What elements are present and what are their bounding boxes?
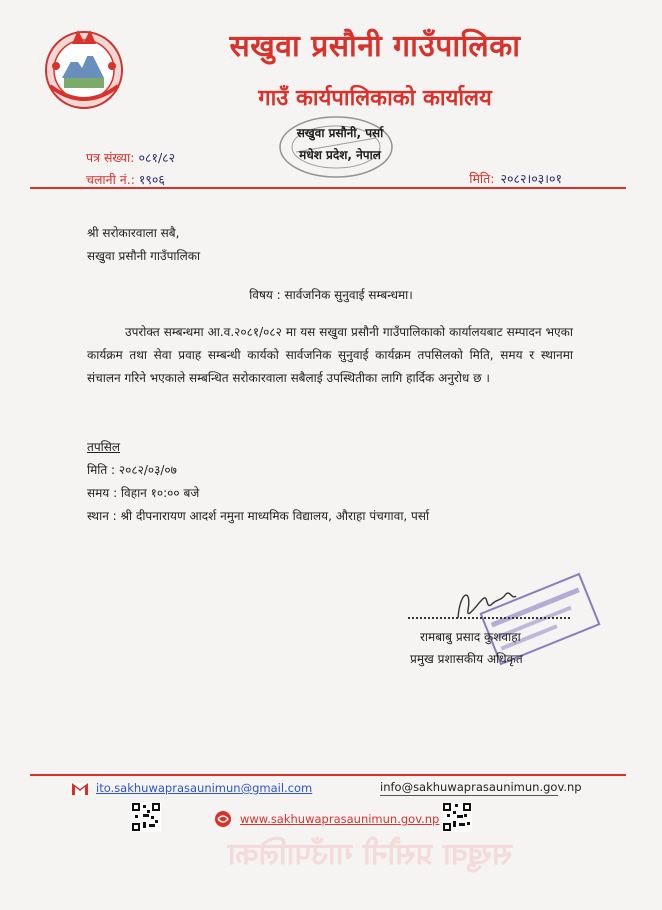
address-line-2: मधेश प्रदेश, नेपाल [299, 148, 381, 162]
dispatch-number-label: चलानी नं.: [86, 172, 135, 187]
signatory-title: प्रमुख प्रशासकीय अधिकृत [410, 652, 523, 666]
globe-icon [214, 810, 232, 828]
details-venue: स्थान : श्री दीपनारायण आदर्श नमुना माध्यमिक विद्यालय, औराहा पंचगावा, पर्सा [87, 509, 430, 523]
letter-number-label: पत्र संख्या: [86, 150, 135, 165]
letter-date-label: मिति: [469, 171, 495, 186]
addressee-line-2: सखुवा प्रसौनी गाउँपालिका [87, 249, 201, 263]
office-stamp-icon [276, 112, 396, 182]
gmail-icon [72, 783, 88, 795]
details-heading: तपसिल [87, 440, 121, 454]
email-link-ito[interactable]: ito.sakhuwaprasaunimun@gmail.com [96, 781, 313, 795]
letter-number-value: ०८१/८२ [138, 150, 176, 165]
header-divider [30, 187, 626, 189]
subject-line: विषय : सार्वजनिक सुनुवाई सम्बन्धमा। [249, 288, 413, 302]
email-underline [380, 795, 558, 796]
qr-code-icon [131, 802, 161, 832]
details-date: मिति : २०८२/०३/०७ [87, 463, 177, 477]
qr-code-icon [442, 802, 472, 832]
letter-number [86, 149, 175, 166]
email-link-info[interactable]: info@sakhuwaprasaunimun.gov.np [380, 780, 582, 794]
signatory-name: रामबाबु प्रसाद कुशवाहा [420, 630, 521, 644]
addressee-line-1: श्री सरोकारवाला सबै, [87, 226, 180, 240]
nepal-government-emblem [42, 26, 126, 112]
signature-line [408, 617, 570, 619]
letter-date-value: २०८२।०३।०१ [500, 171, 562, 186]
dispatch-number [86, 171, 165, 188]
address-line-1: सखुवा प्रसौनी, पर्सा [296, 126, 384, 140]
office-name: गाउँ कार्यपालिकाको कार्यालय [258, 86, 492, 111]
letter-date [469, 170, 562, 187]
bleed-through-text: सखुवा प्रसौनी गाउँपालिका [227, 837, 513, 872]
website-link[interactable]: www.sakhuwaprasaunimun.gov.np [240, 812, 440, 826]
details-time: समय : विहान १०:०० बजे [87, 486, 200, 500]
dispatch-number-value: १९०६ [138, 172, 165, 187]
footer-divider [30, 774, 626, 776]
body-paragraph: उपरोक्त सम्बन्धमा आ.व.२०८१/०८२ मा यस सखुवा प्रसौनी गाउँपालिकाको कार्यालयबाट सम्पादन भएका कार्यक्रम तथा सेवा प्रवाह सम्बन्धी कार्यको सार्वजनिक सुनुवाई कार्यक्रम तपसिलको मिति, समय र स्थानमा संचालन गरिने भएकाले सम्बन्धित सरोकारवाला सबैलाई उपस्थितीका लागि हार्दिक अनुरोध छ । [87, 325, 573, 385]
org-name: सखुवा प्रसौनी गाउँपालिका [229, 29, 521, 64]
